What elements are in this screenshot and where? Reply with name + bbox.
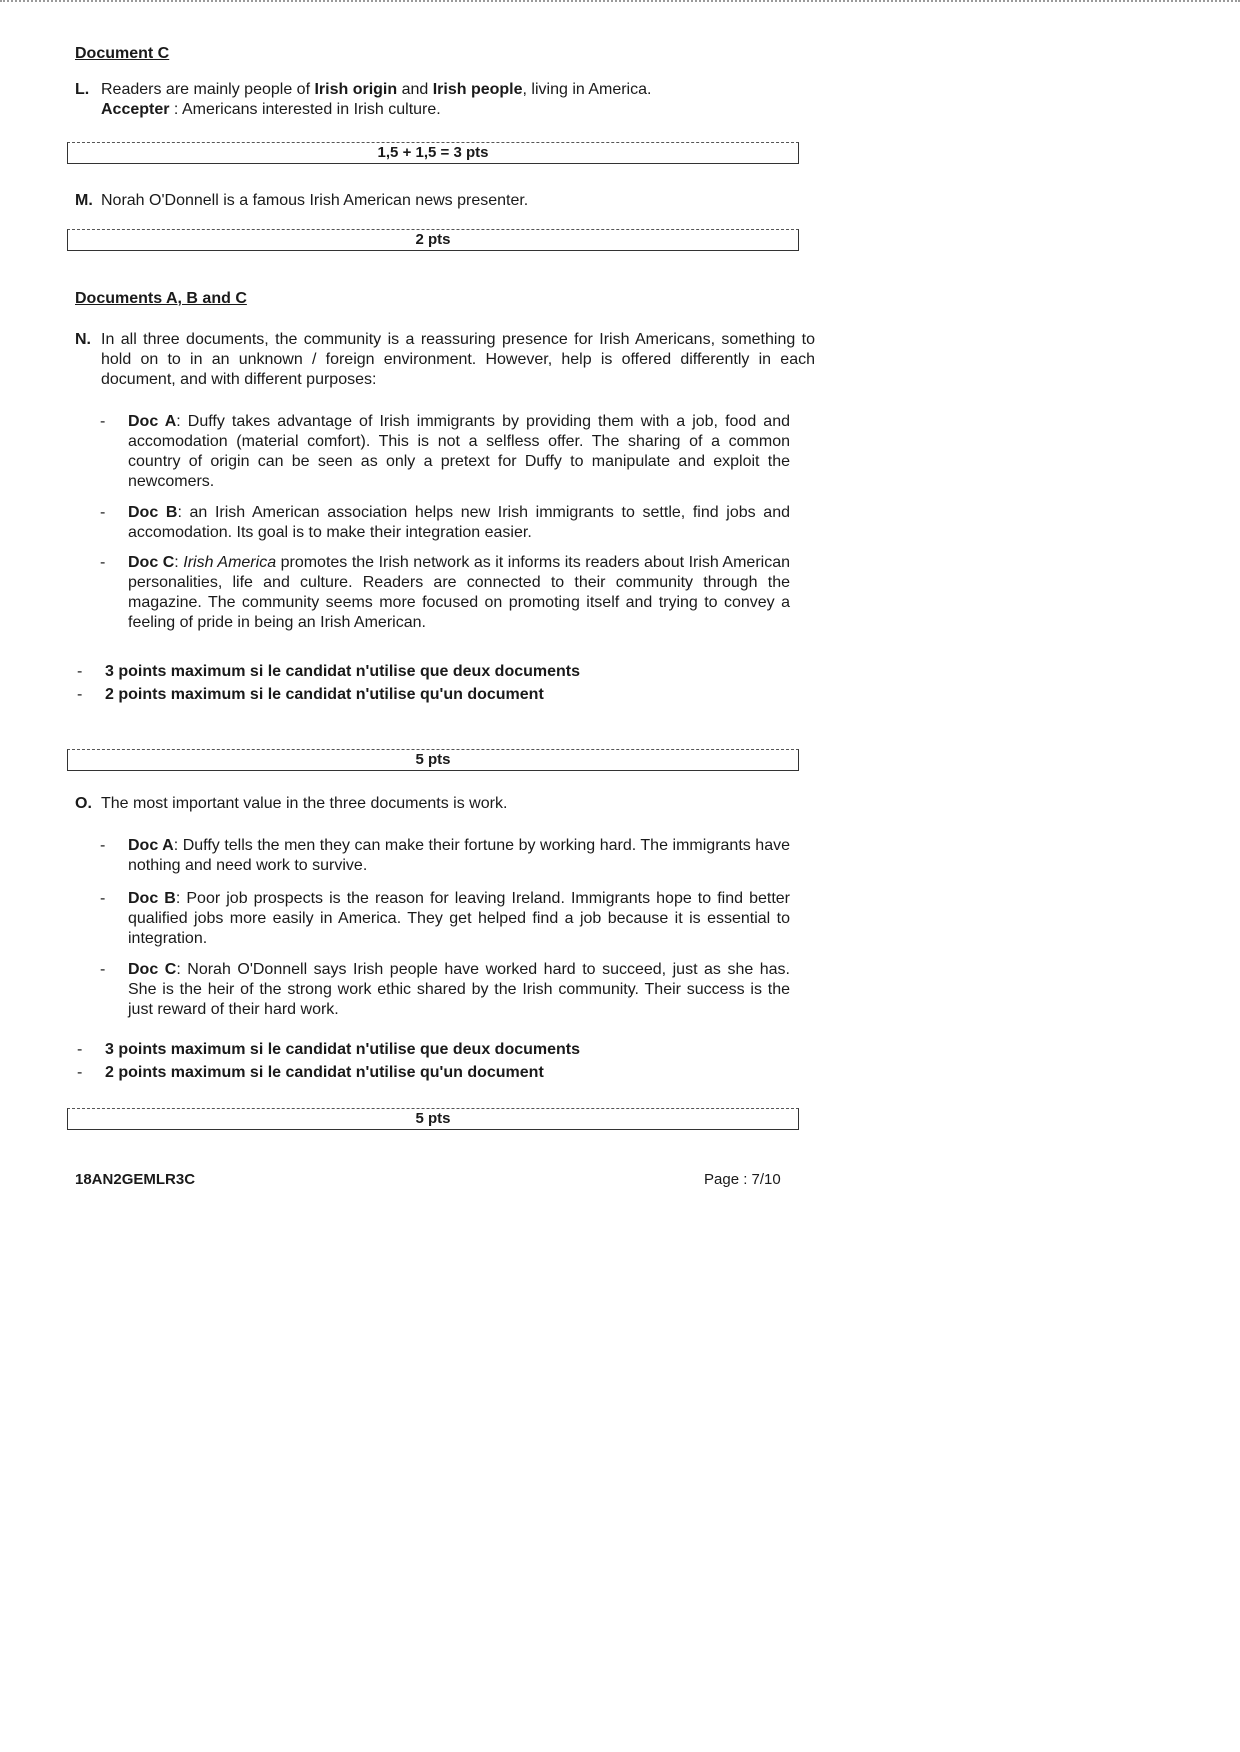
answer-M: M. Norah O'Donnell is a famous Irish American news presenter. bbox=[75, 192, 529, 209]
bullet-dash: - bbox=[100, 890, 106, 907]
max-points-note-one-doc: - 2 points maximum si le candidat n'utilise qu'un document bbox=[77, 686, 544, 703]
bullet-dash: - bbox=[100, 413, 106, 430]
bullet-dash: - bbox=[100, 504, 106, 521]
answer-letter: O. bbox=[75, 795, 92, 812]
list-item-O-doc-c: - Doc C: Norah O'Donnell says Irish people have worked hard to succeed, just as she has. She is the heir of the strong work ethic shared by the Irish community. Their success is the just reward of their hard work. bbox=[100, 961, 791, 1018]
answer-letter: N. bbox=[75, 331, 91, 348]
score-box-L: 1,5 + 1,5 = 3 pts bbox=[67, 142, 799, 164]
answer-L: L. Readers are mainly people of Irish origin and Irish people, living in America. Accepter : Americans interested in Irish culture. bbox=[75, 81, 652, 118]
bullet-dash: - bbox=[100, 837, 106, 854]
score-box-O: 5 pts bbox=[67, 1108, 799, 1130]
max-points-note-one-doc: - 2 points maximum si le candidat n'utilise qu'un document bbox=[77, 1064, 544, 1081]
score-box-N: 5 pts bbox=[67, 749, 799, 771]
max-points-note-two-docs: - 3 points maximum si le candidat n'utilise que deux documents bbox=[77, 663, 581, 680]
accept-label: Accepter bbox=[101, 101, 170, 118]
list-item-O-doc-a: - Doc A: Duffy tells the men they can make their fortune by working hard. The immigrants have nothing and need work to survive. bbox=[100, 837, 790, 874]
bullet-dash: - bbox=[100, 554, 106, 571]
section-heading-documents-abc: Documents A, B and C bbox=[75, 290, 247, 307]
list-item-O-doc-b: - Doc B: Poor job prospects is the reason for leaving Ireland. Immigrants hope to find better qualified jobs more easily in America. They get helped find a job because it is essential to integration. bbox=[100, 890, 790, 947]
footer-document-code: 18AN2GEMLR3C bbox=[75, 1171, 196, 1188]
footer-page-number: Page : 7/10 bbox=[704, 1171, 781, 1188]
bullet-dash: - bbox=[100, 961, 106, 978]
section-heading-document-c: Document C bbox=[75, 45, 170, 62]
list-item-N-doc-a: - Doc A: Duffy takes advantage of Irish immigrants by providing them with a job, food and accomodation (material comfort). This is not a selfless offer. The sharing of a common country of origin can be seen as only a pretext for Duffy to manipulate and exploit the newcomers. bbox=[100, 413, 790, 490]
answer-letter: M. bbox=[75, 192, 93, 209]
max-points-note-two-docs: - 3 points maximum si le candidat n'utilise que deux documents bbox=[77, 1041, 581, 1058]
answer-N-intro: N. In all three documents, the community is a reassuring presence for Irish Americans, something to hold on to in an unknown / foreign environment. However, help is offered differently in each document, and with different purposes: bbox=[75, 331, 815, 388]
list-item-N-doc-c: - Doc C: Irish America promotes the Irish network as it informs its readers about Irish American personalities, life and culture. Readers are connected to their community through the magazine. The community seems more focused on promoting itself and trying to convey a feeling of pride in being an Irish American. bbox=[100, 554, 790, 631]
score-box-M: 2 pts bbox=[67, 229, 799, 251]
answer-O-intro: O. The most important value in the three documents is work. bbox=[75, 795, 508, 812]
list-item-N-doc-b: - Doc B: an Irish American association helps new Irish immigrants to settle, find jobs and accomodation. Its goal is to make their integration easier. bbox=[100, 504, 791, 541]
answer-letter: L. bbox=[75, 81, 90, 98]
